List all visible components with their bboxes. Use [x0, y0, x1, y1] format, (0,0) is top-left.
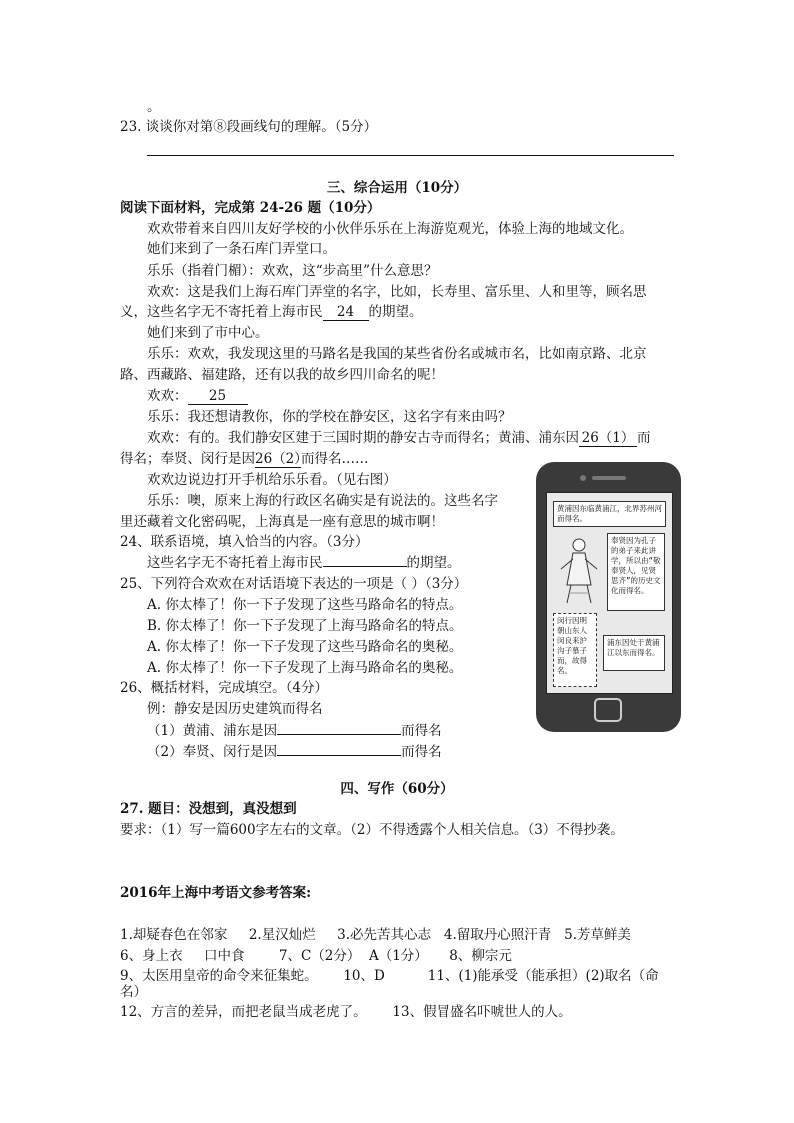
passage-line: 乐乐：噢，原来上海的行政区名确实是有说法的。这些名字 [147, 493, 498, 509]
passage-line [120, 303, 423, 321]
q26-text: 而得名 [401, 744, 442, 760]
section-3-instruction: 阅读下面材料，完成第 24-26 题（10分） [120, 200, 381, 216]
blank-24[interactable]: 24 [323, 304, 369, 321]
passage-text: 得名；奉贤、闵行是因 [120, 451, 255, 467]
q24-answer-blank[interactable] [323, 566, 407, 567]
passage-line: 乐乐：我还想请教你，你的学校在静安区，这名字有来由吗？ [147, 409, 512, 425]
blank-25[interactable]: 25 [188, 388, 248, 405]
q26-text: （1）黄浦、浦东是因 [147, 723, 278, 739]
q26-answer-blank-1[interactable] [277, 734, 401, 735]
q24-text: 的期望。 [406, 555, 461, 571]
passage-line: 欢欢边说边打开手机给乐乐看。（见右图） [147, 472, 397, 488]
blank-26-2[interactable]: 26（2） [255, 451, 308, 467]
answer-line-23[interactable] [147, 155, 674, 156]
passage-line: 乐乐：欢欢，我发现这里的马路名是我国的某些省份名或城市名，比如南京路、北京 [147, 346, 647, 362]
question-24: 24、联系语境，填入恰当的内容。（3分） [120, 534, 369, 550]
passage-line: 她们来到了市中心。 [147, 325, 269, 341]
phone-screen [546, 492, 673, 694]
passage-text: 的期望。 [368, 304, 423, 320]
passage-text: 欢欢：有的。我们静安区建于三国时期的静安古寺而得名；黄浦、浦东因 [147, 430, 579, 446]
passage-line [147, 387, 248, 405]
q25-option[interactable]: A. 你太棒了！你一下子发现了上海马路命名的奥秘。 [147, 660, 463, 676]
passage-line: 她们来到了一条石库门弄堂口。 [147, 241, 336, 257]
question-25: 25、下列符合欢欢在对话语境下表达的一项是（ ）（3分） [120, 576, 468, 592]
answers-title: 2016年上海中考语文参考答案: [120, 885, 312, 901]
passage-line: 里还藏着文化密码呢，上海真是一座有意思的城市啊！ [120, 514, 444, 530]
passage-line: 路、西藏路、福建路，还有以我的故乡四川命名的呢！ [120, 367, 444, 383]
section-4-title: 四、写作（60分） [340, 781, 454, 797]
info-card-minhang: 闵行因明朝山东人闵良来沪沟子慕子而，故得名。 [553, 613, 597, 687]
scholar-figure-icon [555, 533, 603, 611]
blank-26-1[interactable]: 26（1） [579, 430, 637, 447]
answers-row: 12、方言的差异，而把老鼠当成老虎了。 13、假冒盛名吓唬世人的人。 [120, 1004, 572, 1020]
info-card-pudong: 浦东因处于黄浦江以东而得名。 [603, 635, 665, 671]
phone-speaker [592, 476, 626, 480]
phone-home-button [594, 698, 622, 722]
passage-text: 欢欢： [147, 388, 188, 404]
question-27: 27. 题目：没想到，真没想到 [120, 801, 297, 817]
fragment-mark: 。 [147, 99, 161, 115]
q24-text: 这些名字无不寄托着上海市民 [147, 555, 323, 571]
question-24-sentence [147, 554, 461, 572]
question-23: 23. 谈谈你对第⑧段画线句的理解。（5分） [120, 119, 378, 135]
answers-row: 9、太医用皇帝的命令来征集蛇。 10、D 11、(1)能承受（能承担）(2)取名（命 [120, 968, 659, 984]
phone-illustration [536, 462, 681, 732]
answers-row: 名） [120, 984, 147, 1000]
q25-option[interactable]: A. 你太棒了！你一下子发现了这些马路命名的奥秘。 [147, 639, 463, 655]
q26-text: 而得名 [401, 723, 442, 739]
passage-line [120, 450, 369, 468]
q26-text: （2）奉贤、闵行是因 [147, 744, 278, 760]
q25-option[interactable]: A. 你太棒了！你一下子发现了这些马路命名的特点。 [147, 597, 463, 613]
section-3-title: 三、综合运用（10分） [326, 180, 468, 196]
phone-camera [580, 475, 586, 481]
passage-line: 乐乐（指着门楣）：欢欢，这“步高里”什么意思？ [147, 263, 438, 279]
q25-option[interactable]: B. 你太棒了！你一下子发现了上海马路命名的特点。 [147, 618, 463, 634]
writing-requirements: 要求：（1）写一篇600字左右的文章。（2）不得透露个人相关信息。（3）不得抄袭。 [120, 822, 624, 838]
info-card-huangpu: 黄浦因东临黄浦江，北界苏州河而得名。 [553, 501, 666, 527]
info-card-fengxian: 奉贤因为孔子的弟子来此讲学，所以由“敬奉贤人，见贤思齐”的历史文化而得名。 [607, 533, 665, 611]
passage-line: 欢欢带着来自四川友好学校的小伙伴乐乐在上海游览观光，体验上海的地域文化。 [147, 221, 633, 237]
passage-line: 欢欢：这是我们上海石库门弄堂的名字，比如，长寿里、富乐里、人和里等，顾名思 [147, 284, 647, 300]
passage-text: 而得名…… [301, 451, 369, 467]
passage-text: 义，这些名字无不寄托着上海市民 [120, 304, 323, 320]
q26-item-1 [147, 722, 442, 740]
answers-row: 6、身上衣 口中食 7、C（2分） A（1分） 8、柳宗元 [120, 948, 512, 964]
q26-item-2 [147, 743, 442, 761]
q26-example: 例：静安是因历史建筑而得名 [147, 701, 323, 717]
question-26: 26、概括材料，完成填空。（4分） [120, 680, 329, 696]
passage-text: 而 [637, 430, 651, 446]
answers-row: 1.却疑春色在邻家 2.星汉灿烂 3.必先苦其心志 4.留取丹心照汗青 5.芳草鲜美 [120, 927, 632, 943]
q26-answer-blank-2[interactable] [277, 755, 401, 756]
passage-line [147, 429, 651, 447]
